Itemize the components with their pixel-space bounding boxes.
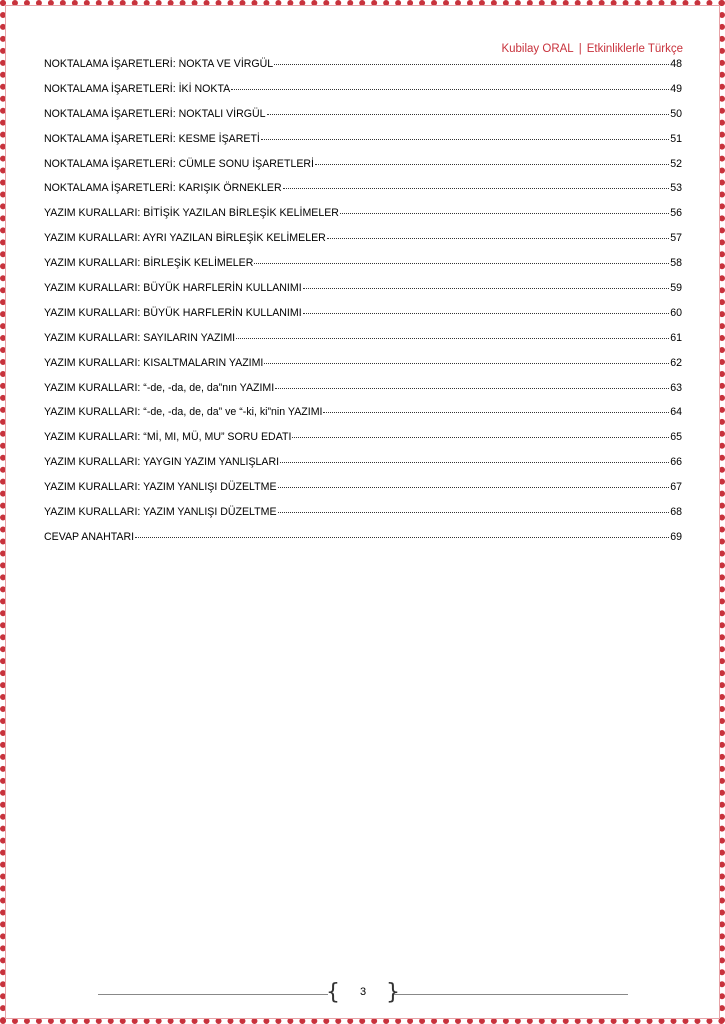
toc-entry[interactable] [44, 307, 682, 332]
toc-entry-page: 68 [670, 506, 682, 519]
toc-dot-leader [264, 363, 669, 364]
toc-entry-page: 52 [670, 157, 682, 170]
toc-entry[interactable] [44, 232, 682, 257]
toc-dot-leader [283, 188, 670, 189]
toc-entry[interactable] [44, 108, 682, 133]
toc-dot-leader [303, 288, 670, 289]
footer-brace-right: } [386, 980, 400, 1005]
toc-entry[interactable] [44, 332, 682, 357]
toc-entry-title: YAZIM KURALLARI: AYRI YAZILAN BİRLEŞİK KELİMELER [44, 232, 326, 245]
toc-entry-title: YAZIM KURALLARI: BÜYÜK HARFLERİN KULLANIMI [44, 282, 302, 295]
toc-entry-title: NOKTALAMA İŞARETLERİ: KARIŞIK ÖRNEKLER [44, 182, 282, 195]
toc-dot-leader [236, 338, 669, 339]
toc-entry-title: YAZIM KURALLARI: BİTİŞİK YAZILAN BİRLEŞİK KELİMELER [44, 207, 339, 220]
toc-entry-page: 49 [670, 82, 682, 95]
toc-entry-title: NOKTALAMA İŞARETLERİ: CÜMLE SONU İŞARETLERİ [44, 157, 315, 170]
toc-entry-page: 62 [670, 356, 682, 369]
toc-entry-title: YAZIM KURALLARI: BÜYÜK HARFLERİN KULLANIMI [44, 306, 302, 319]
toc-entry-page: 59 [670, 282, 682, 295]
toc-entry-page: 66 [670, 456, 682, 469]
toc-entry-page: 60 [670, 306, 682, 319]
toc-entry[interactable] [44, 357, 682, 382]
toc-entry-title: CEVAP ANAHTARI [44, 530, 135, 543]
toc-dot-leader [327, 238, 669, 239]
toc-entry-page: 58 [670, 257, 682, 270]
toc-entry-page: 48 [670, 58, 682, 70]
header-separator: | [578, 43, 582, 55]
toc-dot-leader [303, 313, 670, 314]
toc-entry-title: NOKTALAMA İŞARETLERİ: İKİ NOKTA [44, 82, 231, 95]
footer-rule-right [394, 994, 628, 995]
toc-dot-leader [323, 412, 669, 413]
toc-entry-page: 57 [670, 232, 682, 245]
toc-dot-leader [274, 64, 669, 65]
toc-entry-page: 65 [670, 431, 682, 444]
toc-entry-title: YAZIM KURALLARI: BİRLEŞİK KELİMELER [44, 257, 254, 270]
toc-entry-page: 63 [670, 381, 682, 394]
toc-entry-page: 64 [670, 406, 682, 419]
toc-entry[interactable] [44, 58, 682, 83]
page-number: 3 [359, 986, 367, 998]
toc-entry[interactable] [44, 481, 682, 506]
toc-entry[interactable] [44, 158, 682, 183]
header-author: Kubilay ORAL [501, 43, 574, 55]
toc-entry-title: YAZIM KURALLARI: SAYILARIN YAZIMI [44, 331, 236, 344]
toc-entry[interactable] [44, 406, 682, 431]
toc-entry-title: NOKTALAMA İŞARETLERİ: NOKTA VE VİRGÜL [44, 58, 274, 70]
toc-entry-title: YAZIM KURALLARI: YAZIM YANLIŞI DÜZELTME [44, 506, 277, 519]
toc-dot-leader [340, 213, 669, 214]
toc-entry-page: 67 [670, 481, 682, 494]
toc-entry-page: 50 [670, 107, 682, 120]
running-header [501, 43, 683, 55]
toc-entry-title: YAZIM KURALLARI: YAZIM YANLIŞI DÜZELTME [44, 481, 277, 494]
toc-dot-leader [278, 512, 670, 513]
toc-entry-page: 69 [670, 530, 682, 543]
toc-dot-leader [231, 89, 669, 90]
footer-brace-left: { [326, 980, 340, 1005]
toc-dot-leader [135, 537, 669, 538]
toc-dot-leader [261, 139, 669, 140]
toc-dot-leader [292, 437, 669, 438]
toc-dot-leader [267, 114, 670, 115]
toc-dot-leader [315, 164, 669, 165]
toc-entry[interactable] [44, 182, 682, 207]
toc-dot-leader [254, 263, 669, 264]
toc-entry-title: YAZIM KURALLARI: KISALTMALARIN YAZIMI [44, 356, 264, 369]
toc-dot-leader [280, 462, 669, 463]
footer-rule-left [98, 994, 328, 995]
toc-entry-title: YAZIM KURALLARI: “Mİ, MI, MÜ, MU” SORU EDATI [44, 431, 292, 444]
toc-dot-leader [278, 487, 670, 488]
header-book-title: Etkinliklerle Türkçe [586, 43, 683, 55]
toc-entry[interactable] [44, 83, 682, 108]
toc-entry[interactable] [44, 207, 682, 232]
toc-dot-leader [275, 388, 669, 389]
toc-entry-title: YAZIM KURALLARI: YAYGIN YAZIM YANLIŞLARI [44, 456, 280, 469]
toc-entry-title: NOKTALAMA İŞARETLERİ: NOKTALI VİRGÜL [44, 107, 266, 120]
toc-entry[interactable] [44, 382, 682, 407]
toc-entry[interactable] [44, 282, 682, 307]
toc-entry-title: NOKTALAMA İŞARETLERİ: KESME İŞARETİ [44, 132, 260, 145]
toc-entry-page: 51 [670, 132, 682, 145]
toc-entry-page: 61 [670, 331, 682, 344]
toc-entry-title: YAZIM KURALLARI: “-de, -da, de, da”nın YAZIMI [44, 381, 275, 394]
toc-entry-page: 56 [670, 207, 682, 220]
toc-entry[interactable] [44, 257, 682, 282]
page-footer [98, 982, 628, 1006]
toc-entry-title: YAZIM KURALLARI: “-de, -da, de, da” ve “-ki, ki”nin YAZIMI [44, 406, 323, 419]
toc-entry[interactable] [44, 431, 682, 456]
table-of-contents [44, 58, 682, 556]
toc-entry[interactable] [44, 133, 682, 158]
toc-entry[interactable] [44, 506, 682, 531]
toc-entry-page: 53 [670, 182, 682, 195]
toc-entry[interactable] [44, 456, 682, 481]
toc-entry[interactable] [44, 531, 682, 556]
